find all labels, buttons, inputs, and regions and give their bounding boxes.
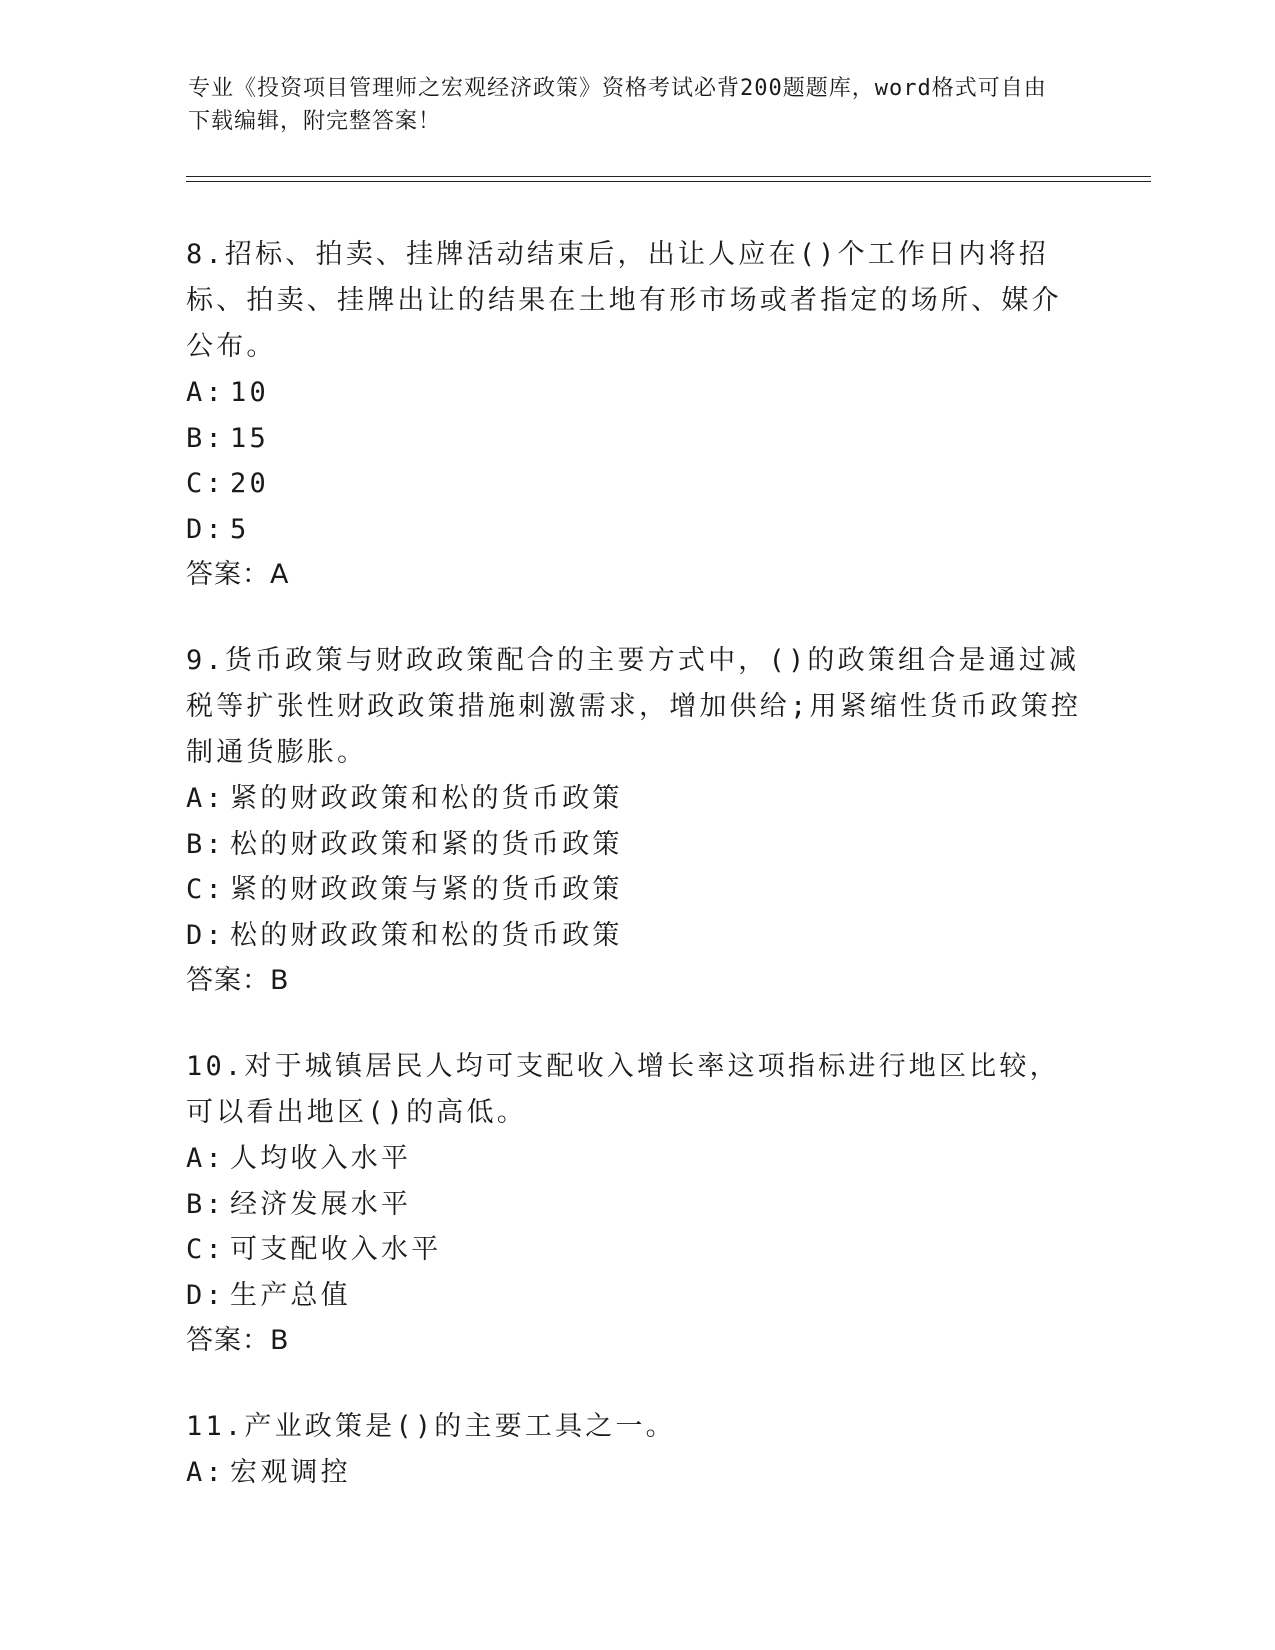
option-letter: C:: [186, 1234, 225, 1265]
option-text: 可支配收入水平: [230, 1234, 442, 1265]
question-10: [186, 1044, 1086, 1364]
option-text: 人均收入水平: [230, 1143, 412, 1174]
answer-line: 答案：A: [186, 559, 290, 590]
option-text: 15: [230, 422, 269, 454]
option-letter: D:: [186, 1279, 225, 1311]
option-text: 生产总值: [230, 1279, 351, 1311]
option-text: 宏观调控: [230, 1457, 351, 1488]
option-letter: C:: [186, 874, 225, 905]
option-c: [186, 867, 1086, 913]
option-letter: C:: [186, 468, 225, 499]
option-d: [186, 913, 1086, 959]
option-letter: D:: [186, 513, 225, 545]
option-text: 经济发展水平: [230, 1188, 412, 1220]
option-a: [186, 776, 1086, 822]
option-c: [186, 1227, 1086, 1273]
option-text: 紧的财政政策和松的货币政策: [230, 783, 623, 814]
option-b: [186, 822, 1086, 868]
option-letter: A:: [186, 1457, 225, 1488]
option-letter: A:: [186, 1143, 225, 1174]
question-stem: 11.产业政策是()的主要工具之一。: [186, 1411, 676, 1442]
option-text: 20: [230, 468, 269, 499]
question-stem: 10.对于城镇居民人均可支配收入增长率这项指标进行地区比较，可以看出地区()的高低。: [186, 1051, 1060, 1128]
option-a: [186, 370, 1086, 416]
document-intro: 专业《投资项目管理师之宏观经济政策》资格考试必背200题题库，word格式可自由下载编辑，附完整答案！: [188, 76, 1047, 134]
option-letter: B:: [186, 828, 225, 860]
question-9: [186, 638, 1086, 1004]
option-letter: B:: [186, 1188, 225, 1220]
option-text: 紧的财政政策与紧的货币政策: [230, 874, 623, 905]
option-letter: A:: [186, 377, 225, 408]
option-b: [186, 416, 1086, 462]
option-text: 5: [230, 513, 250, 545]
answer-line: 答案：B: [186, 965, 290, 996]
option-text: 松的财政政策和松的货币政策: [230, 919, 623, 951]
option-d: [186, 507, 1086, 553]
question-stem: 8.招标、拍卖、挂牌活动结束后，出让人应在()个工作日内将招标、拍卖、挂牌出让的结果在土地有形市场或者指定的场所、媒介公布。: [186, 239, 1062, 362]
option-text: 10: [230, 377, 269, 408]
option-a: [186, 1136, 1086, 1182]
question-11: [186, 1404, 1086, 1496]
option-b: [186, 1182, 1086, 1228]
option-c: [186, 461, 1086, 507]
question-8: [186, 232, 1086, 598]
option-letter: D:: [186, 919, 225, 951]
option-a: [186, 1450, 1086, 1496]
option-letter: B:: [186, 422, 225, 454]
header-divider-top: [186, 176, 1151, 177]
question-list: [186, 232, 1086, 1536]
answer-line: 答案：B: [186, 1325, 290, 1356]
question-stem: 9.货币政策与财政政策配合的主要方式中，()的政策组合是通过减税等扩张性财政政策措施刺激需求，增加供给;用紧缩性货币政策控制通货膨胀。: [186, 645, 1082, 768]
option-text: 松的财政政策和紧的货币政策: [230, 828, 623, 860]
header-divider-bottom: [186, 181, 1151, 182]
option-letter: A:: [186, 783, 225, 814]
option-d: [186, 1273, 1086, 1319]
